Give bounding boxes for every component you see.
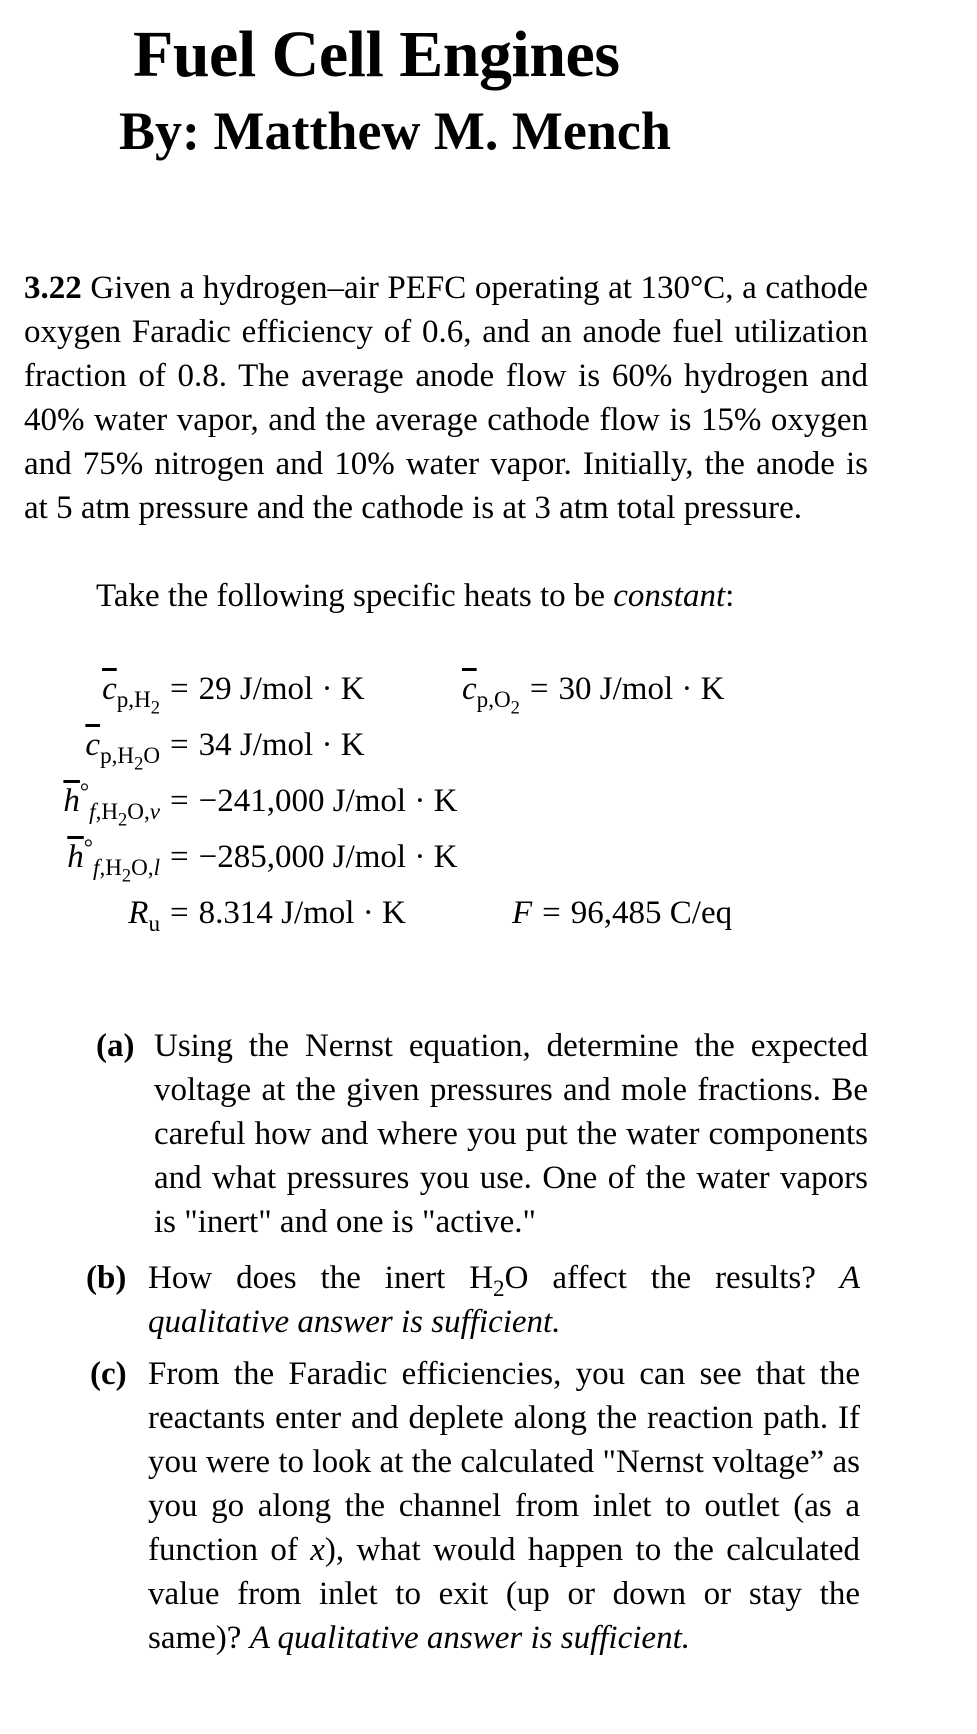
problem-number: 3.22 [24,270,82,306]
eq-ru: $R_u = 8.314$ J/mol · K [128,895,406,937]
cp-h2o-value: 34 J/mol · K [198,727,365,763]
book-author: By: Matthew M. Mench [119,101,671,161]
problem-statement [24,266,868,530]
problem-statement-text: Given a hydrogen–air PEFC operating at 130°C, a cathode oxygen Faradic efficiency of 0.6, and an anode fuel utilization fraction of 0.8. The average anode flow is 60% hydrogen and 40% water vapor, and the average cathode flow is 15% oxygen and 75% nitrogen and 10% water vapor. Initially, the anode is at 5 atm pressure and the cathode is at 3 atm total pressure. [24,270,868,526]
part-a-label: (a) [96,1028,135,1064]
part-c-italic: A qualitative answer is sufficient. [249,1620,690,1656]
book-title: Fuel Cell Engines [133,18,620,91]
eq-hf-h2o-liquid: $\overline{h}^\circ_{f,H_2O,l} = -285,000$ J/mol · K [67,834,458,886]
part-a-text: Using the Nernst equation, determine the expected voltage at the given pressures and mole fractions. Be careful how and where you put the water components and what pressures you use. One of the water vapors is "inert" and one is "active." [154,1028,868,1240]
specific-heats-intro: Take the following specific heats to be constant: [96,578,735,614]
cp-o2-value: 30 J/mol · K [558,671,725,707]
faraday-value: 96,485 C/eq [570,895,733,931]
part-c-text: From the Faradic efficiencies, you can see that the reactants enter and deplete along the reaction path. If you were to look at the calculated "Nernst voltage” as you go along the channel from inlet to outlet (as a function of x), what would happen to the calculated value from inlet to exit (up or down or stay the same)? A qualitative answer is sufficient. [148,1356,861,1656]
part-c-label: (c) [90,1356,127,1392]
part-b-text: How does the inert $H_2O$ affect the results? A qualitative answer is sufficient. [148,1260,860,1340]
hf-h2o-liquid-value: −285,000 J/mol · K [198,839,458,875]
ru-value: 8.314 J/mol · K [198,895,406,931]
eq-cp-h2: $\overline{c}_{p,H_2}= 29$ J/mol · K [102,671,365,718]
eq-faraday: F = 96,485 C/eq [512,895,733,931]
hf-h2o-vapor-value: −241,000 J/mol · K [198,783,458,819]
constant-emphasis: constant [613,578,726,614]
eq-cp-o2: $\overline{c}_{p,O_2}= 30$ J/mol · K [462,671,725,718]
cp-h2-value: 29 J/mol · K [198,671,365,707]
eq-hf-h2o-vapor: $\overline{h}^\circ_{f,H_2O,v} = -241,000$ J/mol · K [63,778,458,830]
eq-cp-h2o: $\overline{c}_{p,H_2O} = 34$ J/mol · K [85,727,365,774]
part-b-label: (b) [86,1260,127,1296]
part-b-italic: A qualitative answer is sufficient. [148,1260,860,1340]
